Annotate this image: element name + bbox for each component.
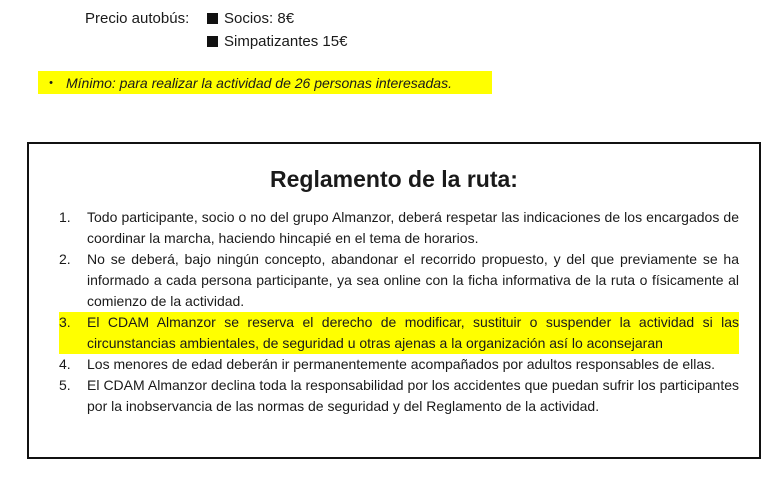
bullet-icon: • [49,76,53,89]
rule-item [59,207,739,249]
rule-item-highlighted [59,312,739,354]
rule-item [59,249,739,312]
rule-number: 5. [59,377,71,393]
rule-text: El CDAM Almanzor declina toda la responsabilidad por los accidentes que puedan sufrir los participantes por la inobservancia de las normas de seguridad y del Reglamento de la actividad. [87,377,739,414]
rule-text: No se deberá, bajo ningún concepto, abandonar el recorrido propuesto, y del que previamente se ha informado a cada persona participante, ya sea online con la ficha informativa de la ruta o físicamente al comienzo de la actividad. [87,251,739,309]
price-option-label: Simpatizantes 15€ [224,33,348,50]
rule-number: 1. [59,209,71,225]
price-option-label: Socios: 8€ [224,10,295,27]
rule-text: Todo participante, socio o no del grupo Almanzor, deberá respetar las indicaciones de los encargados de coordinar la marcha, haciendo hincapié en el tema de horarios. [87,209,739,246]
price-label: Precio autobús: [85,10,190,27]
reglamento-box [27,142,761,459]
minimum-participants-note [38,71,492,94]
rule-text: El CDAM Almanzor se reserva el derecho de modificar, sustituir o suspender la actividad si las circunstancias ambientales, de seguridad u otras ajenas a la organización así lo aconsejaran [87,312,739,354]
rule-number: 2. [59,251,71,267]
rule-number: 4. [59,356,71,372]
price-option-simpatizantes [207,33,347,50]
minimum-text: Mínimo: para realizar la actividad de 26 personas interesadas. [66,74,452,91]
rule-item [59,354,739,375]
rules-list [59,207,739,417]
square-bullet-icon [207,13,218,24]
rule-number: 3. [59,314,71,330]
rule-text: Los menores de edad deberán ir permanentemente acompañados por adultos responsables de ellas. [87,356,716,372]
reglamento-title: Reglamento de la ruta: [270,166,518,192]
price-option-socios [207,10,294,27]
rule-item [59,375,739,417]
square-bullet-icon [207,36,218,47]
